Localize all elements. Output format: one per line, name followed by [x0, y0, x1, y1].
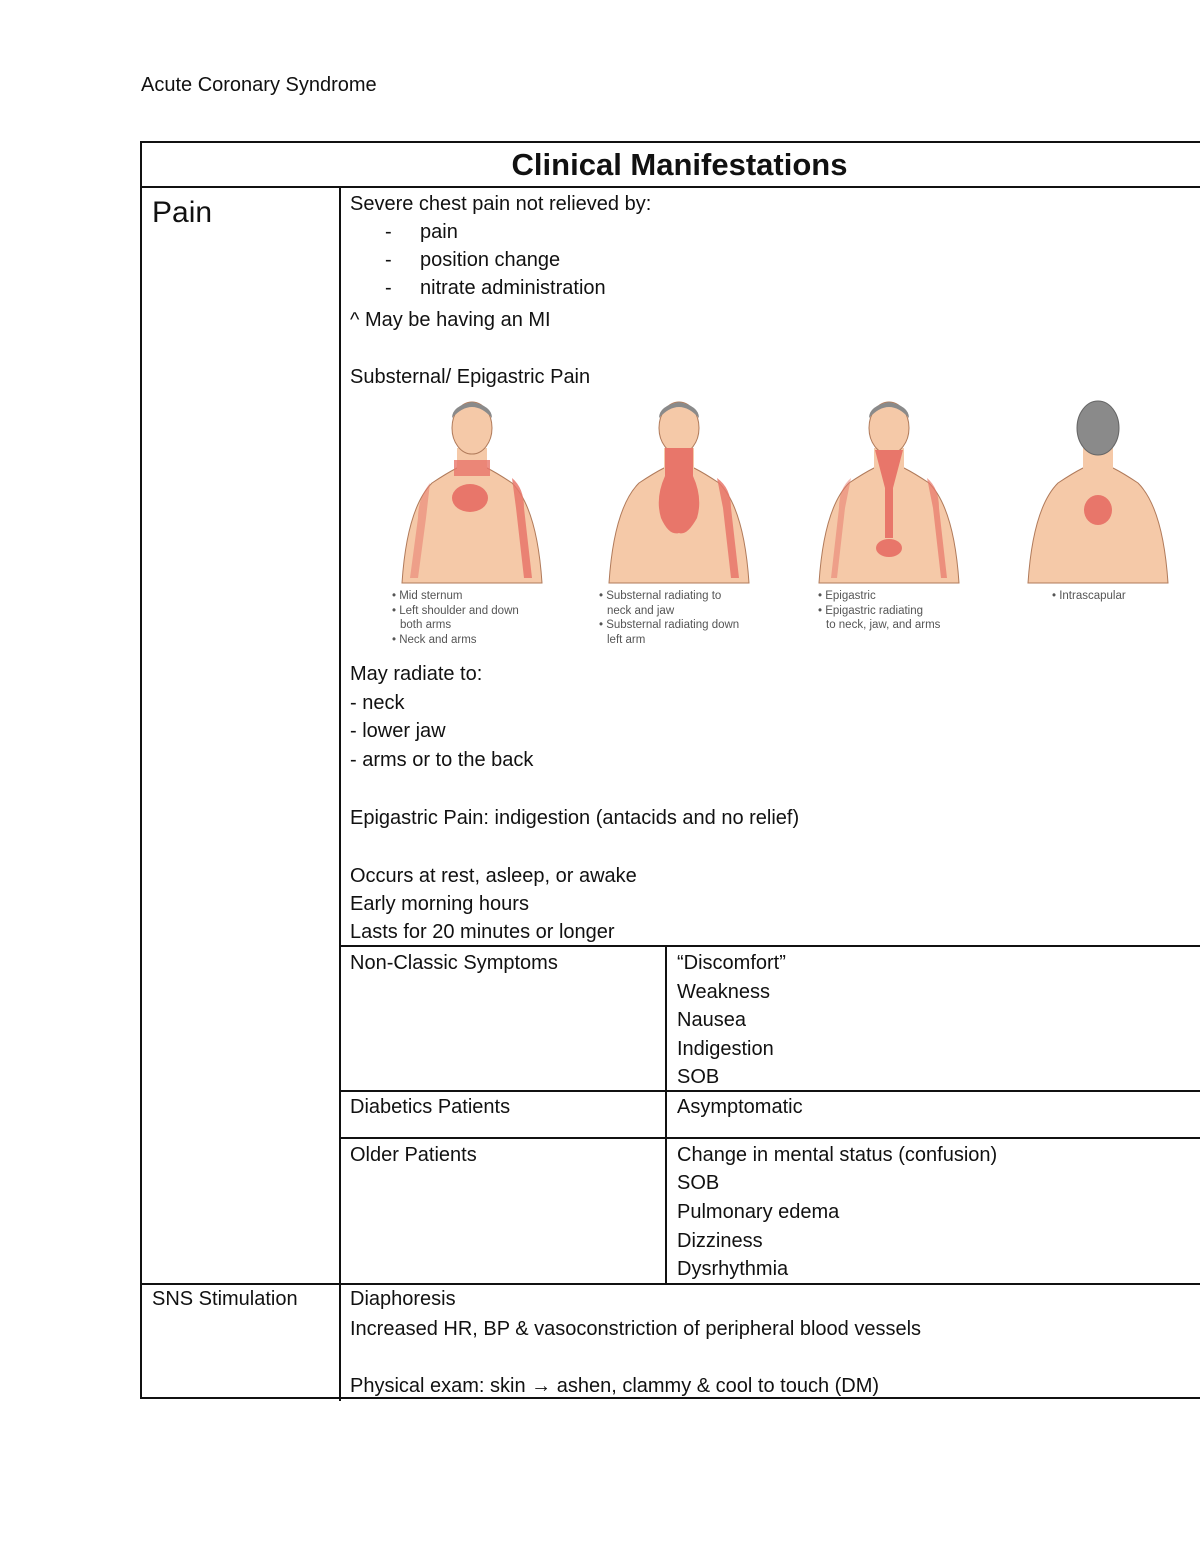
list-item: Indigestion: [677, 1038, 774, 1060]
list-item: - pain: [385, 221, 458, 243]
figure-mid-sternum: [392, 398, 552, 588]
physical-exam: Physical exam: skin → ashen, clammy & cool to touch (DM): [350, 1375, 880, 1397]
list-item: - neck: [350, 692, 405, 714]
sns-label: SNS Stimulation: [152, 1288, 298, 1310]
list-item: Dysrhythmia: [677, 1258, 789, 1280]
header-divider: [142, 186, 1200, 188]
list-item: SOB: [677, 1172, 720, 1194]
sns-line: Diaphoresis: [350, 1288, 456, 1310]
column-divider: [339, 186, 341, 1401]
figure-epigastric: [809, 398, 969, 588]
figure-caption: • Mid sternum • Left shoulder and down both arms • Neck and arms: [392, 590, 519, 646]
mi-note: ^ May be having an MI: [350, 309, 551, 331]
figure-caption: • Epigastric • Epigastric radiating to neck, jaw, and arms: [818, 590, 941, 631]
list-item: - lower jaw: [350, 720, 446, 742]
sns-line: Increased HR, BP & vasoconstriction of peripheral blood vessels: [350, 1318, 922, 1340]
subrow-label: Older Patients: [350, 1144, 477, 1166]
figure-title: Substernal/ Epigastric Pain: [350, 366, 591, 388]
clinical-manifestations-table: [140, 141, 1200, 1399]
list-item: Pulmonary edema: [677, 1201, 840, 1223]
list-item: - position change: [385, 249, 561, 271]
figure-caption: • Substernal radiating to neck and jaw • Substernal radiating down left arm: [599, 590, 740, 646]
pain-label: Pain: [152, 196, 213, 229]
subrow-divider: [339, 1090, 1200, 1092]
list-item: SOB: [677, 1066, 720, 1088]
subrow-label: Diabetics Patients: [350, 1096, 511, 1118]
row-divider: [142, 1283, 1200, 1285]
timing-line: Occurs at rest, asleep, or awake: [350, 865, 637, 887]
epigastric-note: Epigastric Pain: indigestion (antacids and no relief): [350, 807, 800, 829]
timing-line: Early morning hours: [350, 893, 529, 915]
subrow-divider: [339, 945, 1200, 947]
list-item: Weakness: [677, 981, 771, 1003]
list-item: Nausea: [677, 1009, 746, 1031]
list-item: - nitrate administration: [385, 277, 606, 299]
pain-intro: Severe chest pain not relieved by:: [350, 193, 652, 215]
radiate-title: May radiate to:: [350, 663, 483, 685]
list-item: Asymptomatic: [677, 1096, 803, 1118]
list-item: Change in mental status (confusion): [677, 1144, 998, 1166]
document-header: Acute Coronary Syndrome: [141, 74, 377, 96]
list-item: “Discomfort”: [677, 952, 786, 974]
figure-caption: • Intrascapular: [1052, 590, 1126, 602]
subrow-divider: [339, 1137, 1200, 1139]
timing-line: Lasts for 20 minutes or longer: [350, 921, 615, 943]
list-item: Dizziness: [677, 1230, 763, 1252]
table-title: Clinical Manifestations: [511, 147, 848, 182]
subcolumn-divider: [665, 945, 667, 1285]
figure-substernal: [599, 398, 759, 588]
figure-intrascapular: [1018, 398, 1178, 588]
subrow-label: Non-Classic Symptoms: [350, 952, 558, 974]
list-item: - arms or to the back: [350, 749, 534, 771]
